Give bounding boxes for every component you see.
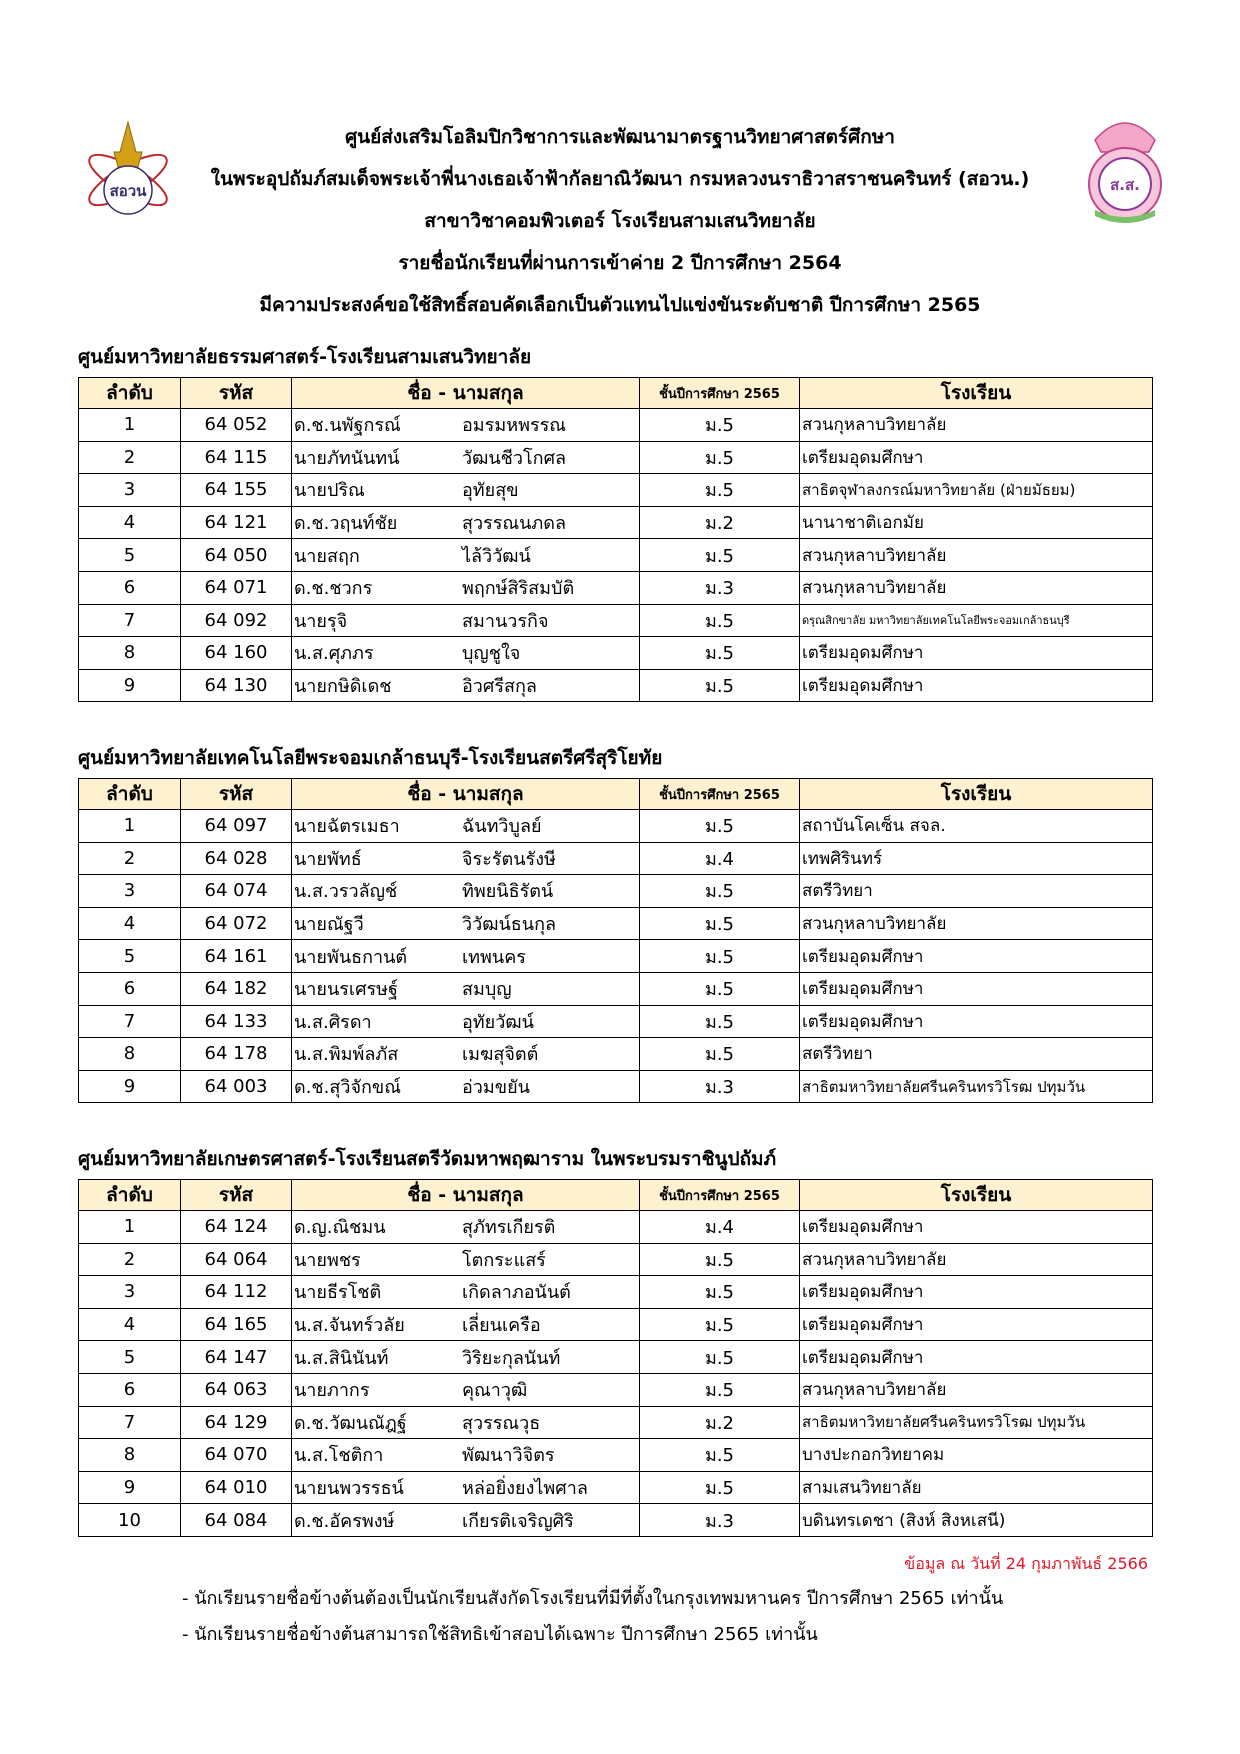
last-name: โตกระแสร์ [462, 1249, 546, 1271]
col-header-grade: ชั้นปีการศึกษา 2565 [640, 1180, 800, 1211]
first-name: ด.ญ.ณิชมน [294, 1217, 386, 1239]
cell-school: สาธิตมหาวิทยาลัยศรีนครินทรวิโรฒ ปทุมวัน [800, 1406, 1153, 1439]
cell-code: 64 052 [181, 409, 292, 442]
first-name: นายธีรโชติ [294, 1282, 382, 1304]
col-header-name: ชื่อ - นามสกุล [292, 1180, 640, 1211]
cell-school: นานาชาติเอกมัย [800, 506, 1153, 539]
first-name: นายภัทนันทน์ [294, 447, 400, 469]
cell-name [292, 1373, 640, 1406]
table-row [79, 1406, 1153, 1439]
cell-no: 7 [79, 604, 181, 637]
first-name: ด.ช.วัฒนณัฎฐ์ [294, 1412, 407, 1434]
last-name: ไล้วิวัฒน์ [462, 545, 531, 567]
cell-name [292, 1439, 640, 1472]
table-row [79, 1471, 1153, 1504]
cell-name [292, 940, 640, 973]
first-name: นายสฤก [294, 545, 360, 567]
section-title-3: ศูนย์มหาวิทยาลัยเกษตรศาสตร์-โรงเรียนสตรีวัดมหาพฤฒาราม ในพระบรมราชินูปถัมภ์ [78, 1148, 777, 1170]
cell-grade: ม.2 [640, 1406, 800, 1439]
cell-code: 64 160 [181, 637, 292, 670]
cell-code: 64 155 [181, 474, 292, 507]
table-row [79, 810, 1153, 843]
cell-name [292, 506, 640, 539]
cell-no: 4 [79, 506, 181, 539]
cell-no: 9 [79, 669, 181, 702]
last-name: วิริยะกุลนันท์ [462, 1347, 561, 1369]
cell-no: 9 [79, 1070, 181, 1103]
cell-code: 64 130 [181, 669, 292, 702]
first-name: ด.ช.นพัฐกรณ์ [294, 415, 401, 437]
cell-name [292, 571, 640, 604]
last-name: หล่อยิ่งยงไพศาล [462, 1478, 588, 1500]
table-row [79, 940, 1153, 973]
cell-school: สามเสนวิทยาลัย [800, 1471, 1153, 1504]
cell-name [292, 842, 640, 875]
cell-school: สวนกุหลาบวิทยาลัย [800, 907, 1153, 940]
cell-code: 64 115 [181, 441, 292, 474]
first-name: น.ส.พิมพ์ลภัส [294, 1044, 399, 1066]
cell-no: 6 [79, 571, 181, 604]
table-row [79, 1276, 1153, 1309]
col-header-school: โรงเรียน [800, 378, 1153, 409]
cell-code: 64 147 [181, 1341, 292, 1374]
cell-no: 2 [79, 1243, 181, 1276]
students-table-3 [78, 1179, 1153, 1537]
table-row [79, 604, 1153, 637]
students-table-1 [78, 377, 1153, 702]
section-title-1: ศูนย์มหาวิทยาลัยธรรมศาสตร์-โรงเรียนสามเสนวิทยาลัย [78, 346, 532, 368]
cell-grade: ม.5 [640, 1276, 800, 1309]
cell-school: สวนกุหลาบวิทยาลัย [800, 571, 1153, 604]
table-row [79, 409, 1153, 442]
first-name: นายนรเศรษฐ์ [294, 979, 398, 1001]
table-row [79, 637, 1153, 670]
first-name: นายฉัตรเมธา [294, 816, 400, 838]
table-row [79, 474, 1153, 507]
cell-school: สาธิตจุฬาลงกรณ์มหาวิทยาลัย (ฝ่ายมัธยม) [800, 474, 1153, 507]
last-name: สุภัทรเกียรติ [462, 1217, 556, 1239]
cell-no: 1 [79, 1211, 181, 1244]
cell-school: สตรีวิทยา [800, 875, 1153, 908]
first-name: ด.ช.อัครพงษ์ [294, 1510, 395, 1532]
first-name: น.ส.ศุภภร [294, 643, 374, 665]
col-header-school: โรงเรียน [800, 779, 1153, 810]
cell-school: เตรียมอุดมศึกษา [800, 1211, 1153, 1244]
cell-name [292, 409, 640, 442]
table-row [79, 875, 1153, 908]
cell-grade: ม.4 [640, 842, 800, 875]
cell-grade: ม.5 [640, 810, 800, 843]
last-name: สุวรรณวุธ [462, 1412, 541, 1434]
cell-no: 5 [79, 1341, 181, 1374]
cell-code: 64 074 [181, 875, 292, 908]
table-row [79, 1070, 1153, 1103]
table-row [79, 1243, 1153, 1276]
last-name: พัฒนาวิจิตร [462, 1445, 555, 1467]
cell-no: 8 [79, 1038, 181, 1071]
cell-school: สตรีวิทยา [800, 1038, 1153, 1071]
svg-text:ส.ส.: ส.ส. [1110, 176, 1140, 194]
last-name: อ่วมขยัน [462, 1077, 530, 1099]
cell-code: 64 050 [181, 539, 292, 572]
first-name: นายพชร [294, 1249, 361, 1271]
last-name: เกิดลาภอนันต์ [462, 1282, 571, 1304]
header-line-5: มีความประสงค์ขอใช้สิทธิ์สอบคัดเลือกเป็นตัวแทนไปแข่งขันระดับชาติ ปีการศึกษา 2565 [259, 294, 981, 316]
cell-name [292, 441, 640, 474]
last-name: วิวัฒน์ธนกุล [462, 914, 556, 936]
col-header-code: รหัส [181, 378, 292, 409]
cell-no: 5 [79, 940, 181, 973]
table-row [79, 1005, 1153, 1038]
first-name: น.ส.สินินันท์ [294, 1347, 389, 1369]
cell-code: 64 010 [181, 1471, 292, 1504]
col-header-code: รหัส [181, 1180, 292, 1211]
first-name: นายรุจิ [294, 610, 348, 632]
cell-school: เตรียมอุดมศึกษา [800, 669, 1153, 702]
cell-code: 64 064 [181, 1243, 292, 1276]
last-name: สุวรรณนภดล [462, 513, 567, 535]
cell-name [292, 1211, 640, 1244]
cell-no: 3 [79, 474, 181, 507]
table-row [79, 907, 1153, 940]
cell-name [292, 1341, 640, 1374]
col-header-grade: ชั้นปีการศึกษา 2565 [640, 378, 800, 409]
section-title-2: ศูนย์มหาวิทยาลัยเทคโนโลยีพระจอมเกล้าธนบุรี-โรงเรียนสตรีศรีสุริโยทัย [78, 747, 663, 769]
cell-school: สาธิตมหาวิทยาลัยศรีนครินทรวิโรฒ ปทุมวัน [800, 1070, 1153, 1103]
first-name: ด.ช.ชวกร [294, 578, 373, 600]
cell-grade: ม.5 [640, 539, 800, 572]
data-date-note: ข้อมูล ณ วันที่ 24 กุมภาพันธ์ 2566 [904, 1554, 1148, 1573]
last-name: เทพนคร [462, 946, 526, 968]
table-header-row [79, 378, 1153, 409]
table-row [79, 571, 1153, 604]
cell-no: 6 [79, 1373, 181, 1406]
cell-code: 64 161 [181, 940, 292, 973]
cell-school: เตรียมอุดมศึกษา [800, 1276, 1153, 1309]
cell-name [292, 669, 640, 702]
cell-grade: ม.5 [640, 409, 800, 442]
cell-grade: ม.5 [640, 1341, 800, 1374]
first-name: นายณัฐวี [294, 914, 364, 936]
cell-code: 64 165 [181, 1308, 292, 1341]
cell-code: 64 084 [181, 1504, 292, 1537]
cell-no: 7 [79, 1406, 181, 1439]
cell-name [292, 1406, 640, 1439]
cell-no: 8 [79, 1439, 181, 1472]
first-name: นายนพวรรธน์ [294, 1478, 404, 1500]
last-name: อิวศรีสกุล [462, 676, 537, 698]
first-name: ด.ช.วฤนท์ชัย [294, 513, 398, 535]
table-row [79, 1373, 1153, 1406]
cell-no: 4 [79, 1308, 181, 1341]
cell-grade: ม.5 [640, 1308, 800, 1341]
cell-no: 7 [79, 1005, 181, 1038]
cell-school: สวนกุหลาบวิทยาลัย [800, 1373, 1153, 1406]
cell-school: ดรุณสิกขาลัย มหาวิทยาลัยเทคโนโลยีพระจอมเกล้าธนบุรี [800, 604, 1153, 637]
cell-no: 1 [79, 409, 181, 442]
cell-school: สวนกุหลาบวิทยาลัย [800, 539, 1153, 572]
cell-name [292, 604, 640, 637]
school-logo [1075, 112, 1175, 224]
last-name: ฉันทวิบูลย์ [462, 816, 542, 838]
last-name: จิระรัตนรังษี [462, 848, 556, 870]
cell-code: 64 097 [181, 810, 292, 843]
last-name: สมบุญ [462, 979, 512, 1001]
cell-name [292, 1276, 640, 1309]
cell-school: บางปะกอกวิทยาคม [800, 1439, 1153, 1472]
cell-grade: ม.2 [640, 506, 800, 539]
table-row [79, 972, 1153, 1005]
cell-name [292, 474, 640, 507]
first-name: นายภากร [294, 1380, 370, 1402]
cell-no: 6 [79, 972, 181, 1005]
cell-school: เตรียมอุดมศึกษา [800, 441, 1153, 474]
cell-name [292, 637, 640, 670]
header-line-3: สาขาวิชาคอมพิวเตอร์ โรงเรียนสามเสนวิทยาลัย [424, 210, 816, 232]
cell-name [292, 1070, 640, 1103]
cell-grade: ม.5 [640, 1038, 800, 1071]
cell-name [292, 539, 640, 572]
last-name: อุทัยวัฒน์ [462, 1011, 534, 1033]
first-name: นายกษิดิเดช [294, 676, 392, 698]
cell-no: 5 [79, 539, 181, 572]
first-name: น.ส.วรวลัญช์ [294, 881, 398, 903]
cell-name [292, 1005, 640, 1038]
cell-grade: ม.5 [640, 441, 800, 474]
svg-text:สอวน: สอวน [109, 182, 147, 200]
cell-grade: ม.5 [640, 604, 800, 637]
cell-name [292, 875, 640, 908]
footer-note-1: - นักเรียนรายชื่อข้างต้นต้องเป็นนักเรียนสังกัดโรงเรียนที่มีที่ตั้งในกรุงเทพมหานคร ปีการศึกษา 2565 เท่านั้น [182, 1588, 1004, 1609]
last-name: อุทัยสุข [462, 480, 519, 502]
cell-school: เทพศิรินทร์ [800, 842, 1153, 875]
posn-logo [78, 112, 178, 222]
cell-grade: ม.5 [640, 637, 800, 670]
cell-code: 64 003 [181, 1070, 292, 1103]
header-line-1: ศูนย์ส่งเสริมโอลิมปิกวิชาการและพัฒนามาตรฐานวิทยาศาสตร์ศึกษา [345, 126, 895, 148]
cell-name [292, 1038, 640, 1071]
table-row [79, 506, 1153, 539]
cell-code: 64 063 [181, 1373, 292, 1406]
cell-grade: ม.5 [640, 474, 800, 507]
last-name: เลี่ยนเครือ [462, 1315, 541, 1337]
cell-no: 10 [79, 1504, 181, 1537]
col-header-code: รหัส [181, 779, 292, 810]
cell-grade: ม.5 [640, 875, 800, 908]
first-name: ด.ช.สุวิจักขณ์ [294, 1077, 401, 1099]
cell-grade: ม.3 [640, 1070, 800, 1103]
footer-notes [182, 1581, 1003, 1653]
cell-code: 64 124 [181, 1211, 292, 1244]
table-row [79, 842, 1153, 875]
first-name: นายพันธกานต์ [294, 946, 408, 968]
table-header-row [79, 779, 1153, 810]
document-header [180, 116, 1060, 326]
cell-school: สถาบันโคเซ็น สจล. [800, 810, 1153, 843]
col-header-grade: ชั้นปีการศึกษา 2565 [640, 779, 800, 810]
cell-code: 64 028 [181, 842, 292, 875]
cell-school: สวนกุหลาบวิทยาลัย [800, 409, 1153, 442]
table-row [79, 1308, 1153, 1341]
first-name: น.ส.จันทร์วลัย [294, 1315, 405, 1337]
table-row [79, 1038, 1153, 1071]
last-name: พฤกษ์สิริสมบัติ [462, 578, 575, 600]
cell-name [292, 1471, 640, 1504]
cell-name [292, 907, 640, 940]
cell-code: 64 129 [181, 1406, 292, 1439]
col-header-no: ลำดับ [79, 779, 181, 810]
cell-no: 8 [79, 637, 181, 670]
cell-grade: ม.5 [640, 1005, 800, 1038]
cell-code: 64 121 [181, 506, 292, 539]
cell-code: 64 070 [181, 1439, 292, 1472]
cell-school: เตรียมอุดมศึกษา [800, 637, 1153, 670]
cell-name [292, 1504, 640, 1537]
cell-no: 2 [79, 441, 181, 474]
cell-no: 2 [79, 842, 181, 875]
cell-school: เตรียมอุดมศึกษา [800, 940, 1153, 973]
cell-school: สวนกุหลาบวิทยาลัย [800, 1243, 1153, 1276]
cell-grade: ม.5 [640, 1243, 800, 1276]
cell-no: 1 [79, 810, 181, 843]
col-header-name: ชื่อ - นามสกุล [292, 779, 640, 810]
first-name: น.ส.โชติกา [294, 1445, 384, 1467]
students-table-2 [78, 778, 1153, 1103]
cell-name [292, 810, 640, 843]
cell-code: 64 182 [181, 972, 292, 1005]
cell-no: 9 [79, 1471, 181, 1504]
last-name: สมานวรกิจ [462, 610, 549, 632]
last-name: วัฒนชีวโกศล [462, 447, 567, 469]
last-name: เกียรติเจริญศิริ [462, 1510, 574, 1532]
table-row [79, 1211, 1153, 1244]
cell-code: 64 178 [181, 1038, 292, 1071]
cell-grade: ม.5 [640, 669, 800, 702]
table-row [79, 1439, 1153, 1472]
cell-code: 64 133 [181, 1005, 292, 1038]
cell-grade: ม.3 [640, 571, 800, 604]
cell-grade: ม.5 [640, 907, 800, 940]
first-name: นายพัทธ์ [294, 848, 362, 870]
cell-grade: ม.5 [640, 972, 800, 1005]
cell-grade: ม.4 [640, 1211, 800, 1244]
cell-grade: ม.5 [640, 1471, 800, 1504]
cell-school: เตรียมอุดมศึกษา [800, 972, 1153, 1005]
cell-code: 64 071 [181, 571, 292, 604]
first-name: นายปริณ [294, 480, 365, 502]
cell-grade: ม.3 [640, 1504, 800, 1537]
table-row [79, 1504, 1153, 1537]
col-header-no: ลำดับ [79, 378, 181, 409]
col-header-school: โรงเรียน [800, 1180, 1153, 1211]
cell-no: 4 [79, 907, 181, 940]
table-header-row [79, 1180, 1153, 1211]
col-header-name: ชื่อ - นามสกุล [292, 378, 640, 409]
cell-school: เตรียมอุดมศึกษา [800, 1308, 1153, 1341]
table-row [79, 1341, 1153, 1374]
table-row [79, 441, 1153, 474]
header-line-4: รายชื่อนักเรียนที่ผ่านการเข้าค่าย 2 ปีการศึกษา 2564 [398, 252, 842, 274]
col-header-no: ลำดับ [79, 1180, 181, 1211]
last-name: คุณาวุฒิ [462, 1380, 528, 1402]
table-row [79, 669, 1153, 702]
cell-grade: ม.5 [640, 1373, 800, 1406]
cell-no: 3 [79, 875, 181, 908]
cell-code: 64 072 [181, 907, 292, 940]
cell-grade: ม.5 [640, 1439, 800, 1472]
last-name: บุญชูใจ [462, 643, 521, 665]
last-name: อมรมหพรรณ [462, 415, 566, 437]
cell-code: 64 092 [181, 604, 292, 637]
footer-note-2: - นักเรียนรายชื่อข้างต้นสามารถใช้สิทธิเข้าสอบได้เฉพาะ ปีการศึกษา 2565 เท่านั้น [182, 1624, 818, 1645]
table-row [79, 539, 1153, 572]
cell-school: เตรียมอุดมศึกษา [800, 1005, 1153, 1038]
last-name: เมฆสุจิตต์ [462, 1044, 539, 1066]
header-line-2: ในพระอุปถัมภ์สมเด็จพระเจ้าพี่นางเธอเจ้าฟ้ากัลยาณิวัฒนา กรมหลวงนราธิวาสราชนครินทร์ (สอวน.) [210, 168, 1030, 190]
cell-name [292, 1243, 640, 1276]
cell-no: 3 [79, 1276, 181, 1309]
last-name: ทิพยนิธิรัตน์ [462, 881, 554, 903]
cell-code: 64 112 [181, 1276, 292, 1309]
cell-grade: ม.5 [640, 940, 800, 973]
cell-name [292, 1308, 640, 1341]
first-name: น.ส.ศิรดา [294, 1011, 372, 1033]
cell-name [292, 972, 640, 1005]
cell-school: บดินทรเดชา (สิงห์ สิงหเสนี) [800, 1504, 1153, 1537]
cell-school: เตรียมอุดมศึกษา [800, 1341, 1153, 1374]
